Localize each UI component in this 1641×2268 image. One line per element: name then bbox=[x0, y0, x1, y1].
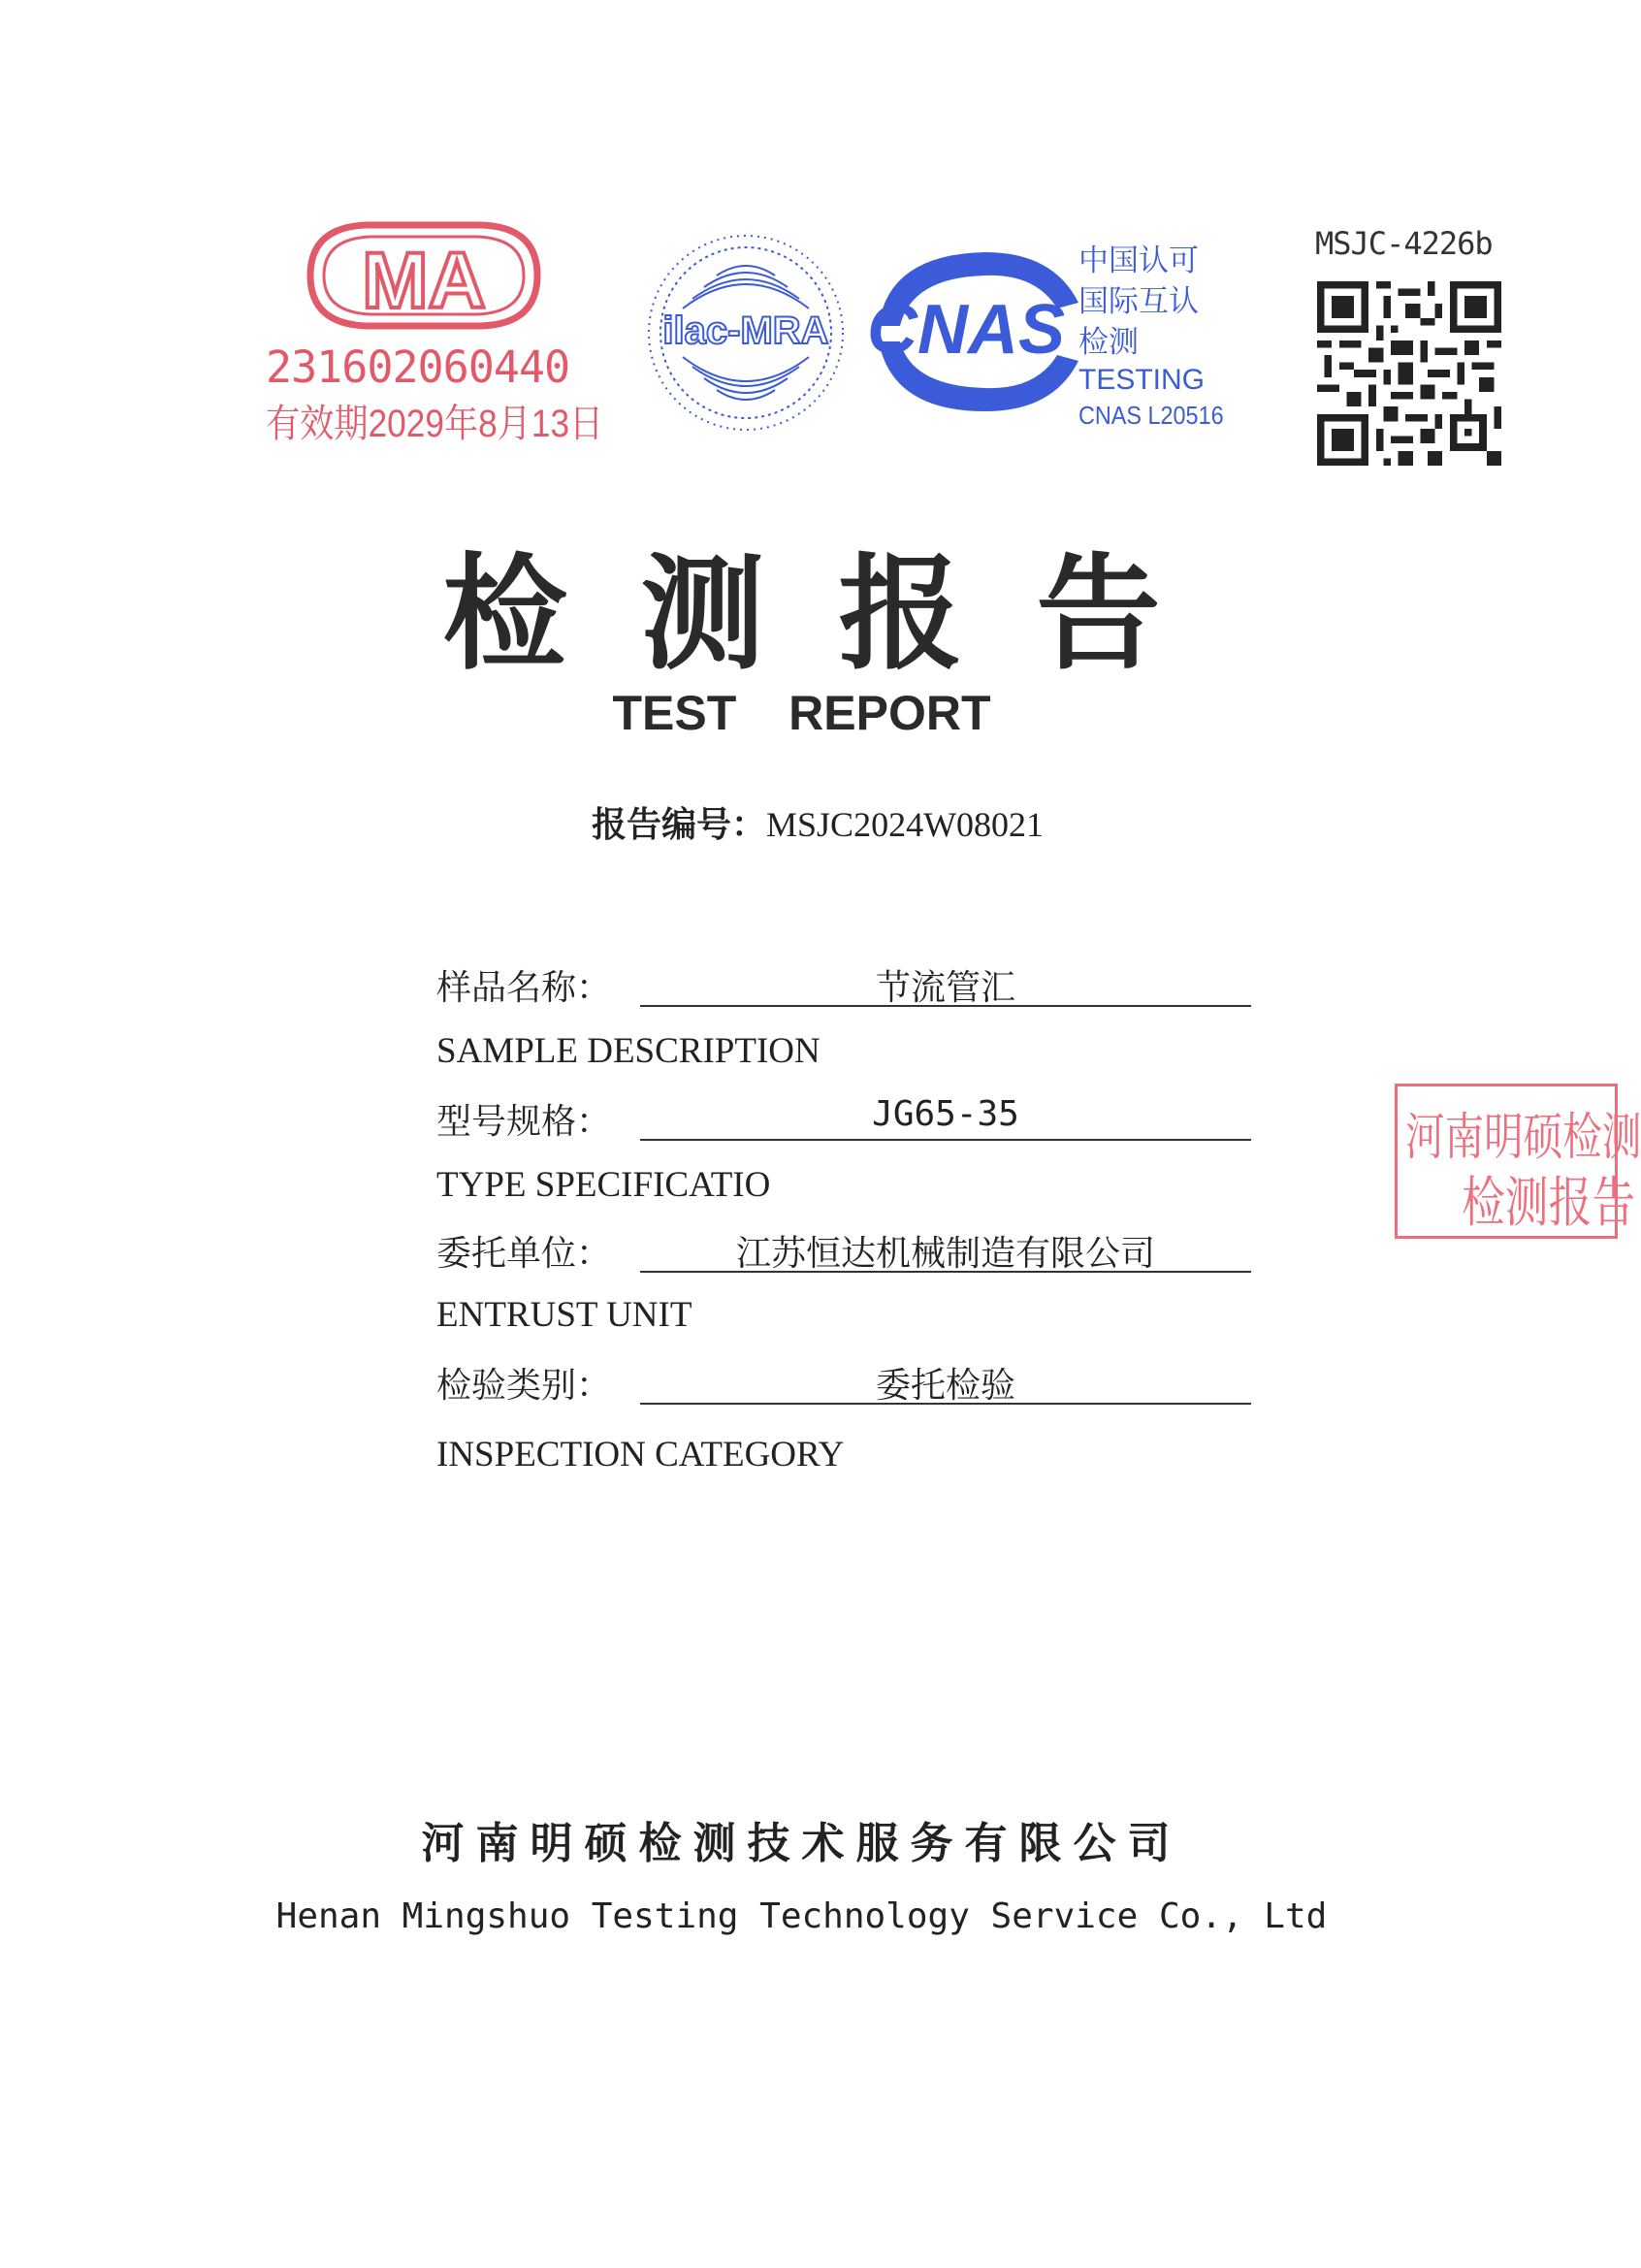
cma-stamp bbox=[260, 215, 604, 453]
page-title-en: TEST REPORT bbox=[612, 686, 991, 740]
field-label-en: TYPE SPECIFICATIO bbox=[436, 1165, 771, 1205]
ilac-logo-text: ilac-MRA bbox=[662, 309, 829, 352]
field-value: JG65-35 bbox=[872, 1094, 1019, 1134]
seam-stamp-line1: 河南明硕检测 bbox=[1405, 1110, 1641, 1166]
field-inspection-category bbox=[436, 1358, 1251, 1416]
cnas-accreditation bbox=[1078, 241, 1243, 433]
cnas-logo-text: CNAS bbox=[866, 291, 1066, 369]
qr-code-icon bbox=[1317, 281, 1501, 466]
cnas-line3: 检测 bbox=[1078, 325, 1139, 359]
field-model-spec bbox=[436, 1094, 1251, 1152]
report-number-label: 报告编号： bbox=[592, 804, 767, 844]
cma-logo-icon bbox=[299, 215, 549, 336]
seam-stamp-line2: 检测报告 bbox=[1462, 1172, 1636, 1233]
field-label: 样品名称： bbox=[436, 968, 612, 1008]
field-sample-name bbox=[436, 960, 1251, 1019]
field-label-en: SAMPLE DESCRIPTION bbox=[436, 1031, 820, 1071]
seam-stamp bbox=[1395, 1084, 1641, 1239]
field-value: 委托检验 bbox=[875, 1366, 1015, 1406]
cnas-line4: TESTING bbox=[1078, 364, 1206, 396]
cnas-logo-icon bbox=[850, 244, 1082, 419]
cma-number: 231602060440 bbox=[266, 341, 570, 393]
page-title-cn: 检测报告 bbox=[442, 541, 1235, 687]
cma-logo-text: MA bbox=[362, 237, 486, 325]
field-label: 委托单位： bbox=[436, 1234, 612, 1274]
field-underline bbox=[640, 1271, 1251, 1273]
field-label: 型号规格： bbox=[436, 1102, 612, 1142]
cnas-code: CNAS L20516 bbox=[1078, 401, 1224, 430]
cma-validity: 有效期2029年8月13日 bbox=[266, 403, 604, 445]
company-name-cn: 河南明硕检测技术服务有限公司 bbox=[421, 1820, 1182, 1867]
ilac-mra-logo-icon bbox=[644, 231, 848, 435]
field-value: 江苏恒达机械制造有限公司 bbox=[735, 1234, 1155, 1274]
report-number-value: MSJC2024W08021 bbox=[766, 805, 1045, 844]
field-underline bbox=[640, 1005, 1251, 1007]
cnas-line2: 国际互认 bbox=[1078, 284, 1199, 318]
cnas-line1: 中国认可 bbox=[1078, 243, 1199, 277]
field-underline bbox=[640, 1139, 1251, 1141]
company-name-en: Henan Mingshuo Testing Technology Service Co., Ltd bbox=[275, 1896, 1328, 1936]
report-number bbox=[592, 797, 1044, 847]
field-value: 节流管汇 bbox=[875, 968, 1015, 1008]
field-underline bbox=[640, 1403, 1251, 1405]
field-label-en: INSPECTION CATEGORY bbox=[436, 1435, 845, 1474]
qr-id: MSJC-4226b bbox=[1315, 225, 1493, 262]
field-label-en: ENTRUST UNIT bbox=[436, 1295, 692, 1335]
field-entrust-unit bbox=[436, 1226, 1251, 1284]
field-label: 检验类别： bbox=[436, 1366, 612, 1406]
